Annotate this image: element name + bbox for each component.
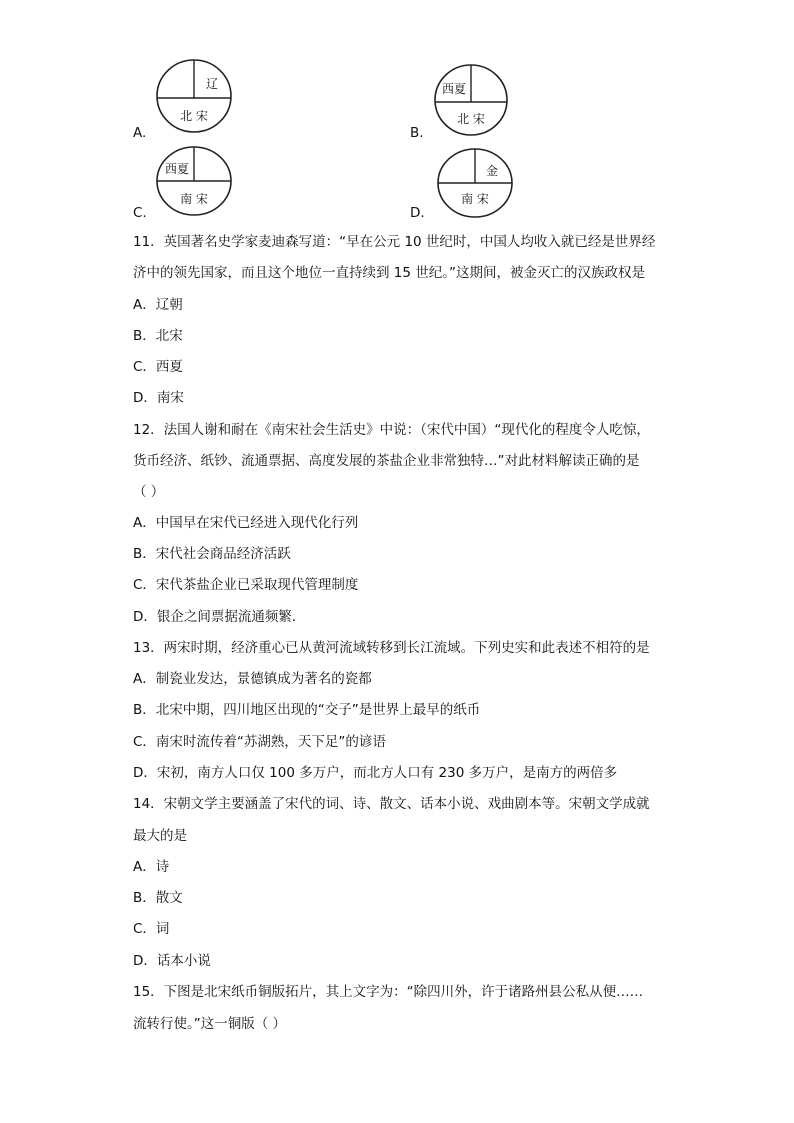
answer-option[interactable]: A．制瓷业发达，景德镇成为著名的瓷都 (133, 671, 372, 687)
top-region-label: 西夏 (441, 82, 467, 96)
question-stem-line: 流转行使。”这一铜版（ ） (133, 1016, 287, 1032)
question-stem-line: 最大的是 (133, 828, 187, 844)
option-letter: B. (410, 125, 424, 141)
bottom-region-label: 北 宋 (180, 109, 208, 123)
option-letter: C. (133, 205, 147, 221)
bottom-region-label: 北 宋 (457, 112, 485, 126)
answer-option[interactable]: C．西夏 (133, 359, 183, 375)
question-stem-line: 济中的领先国家，而且这个地位一直持续到 15 世纪。”这期间，被金灭亡的汉族政权是 (133, 265, 646, 281)
answer-option[interactable]: B．北宋 (133, 328, 183, 344)
territory-circle-diagram (436, 147, 516, 219)
top-region-label: 金 (485, 164, 499, 178)
question-stem-line: 货币经济、纸钞、流通票据、高度发展的茶盐企业非常独特…”对此材料解读正确的是 (133, 453, 640, 469)
bottom-region-label: 南 宋 (461, 192, 489, 206)
answer-option[interactable]: D．南宋 (133, 390, 184, 406)
bottom-region-label: 南 宋 (180, 192, 208, 206)
question-stem-line: 14．宋朝文学主要涵盖了宋代的词、诗、散文、话本小说、戏曲剧本等。宋朝文学成就 (133, 796, 650, 812)
answer-option[interactable]: D．话本小说 (133, 953, 211, 969)
question-stem-line: 12．法国人谢和耐在《南宋社会生活史》中说：（宋代中国）“现代化的程度令人吃惊， (133, 422, 650, 438)
question-stem-line: 11．英国著名史学家麦迪森写道：“早在公元 10 世纪时，中国人均收入就已经是世界经 (133, 234, 656, 250)
option-letter: D. (410, 205, 425, 221)
answer-option[interactable]: C．词 (133, 921, 170, 937)
answer-option[interactable]: D．宋初，南方人口仅 100 多万户，而北方人口有 230 多万户，是南方的两倍多 (133, 765, 618, 781)
answer-blank: （ ） (133, 484, 165, 500)
answer-option[interactable]: B．宋代社会商品经济活跃 (133, 546, 291, 562)
answer-option[interactable]: A．诗 (133, 859, 170, 875)
answer-option[interactable]: A．中国早在宋代已经进入现代化行列 (133, 515, 359, 531)
top-region-label: 西夏 (164, 162, 190, 176)
option-letter: A. (133, 125, 147, 141)
answer-option[interactable]: A．辽朝 (133, 297, 183, 313)
answer-option[interactable]: C．南宋时流传着“苏湖熟，天下足”的谚语 (133, 734, 386, 750)
question-stem-line: 13．两宋时期，经济重心已从黄河流域转移到长江流域。下列史实和此表述不相符的是 (133, 640, 650, 656)
top-region-label: 辽 (205, 77, 219, 91)
answer-option[interactable]: D．银企之间票据流通频繁． (133, 609, 306, 625)
territory-circle-diagram (155, 145, 235, 217)
answer-option[interactable]: B．北宋中期，四川地区出现的“交子”是世界上最早的纸币 (133, 702, 481, 718)
answer-option[interactable]: B．散文 (133, 890, 183, 906)
territory-circle-diagram (433, 63, 511, 137)
answer-option[interactable]: C．宋代茶盐企业已采取现代管理制度 (133, 577, 359, 593)
territory-circle-diagram (155, 58, 235, 134)
question-stem-line: 15．下图是北宋纸币铜版拓片，其上文字为：“除四川外，许于诸路州县公私从便…… (133, 984, 644, 1000)
